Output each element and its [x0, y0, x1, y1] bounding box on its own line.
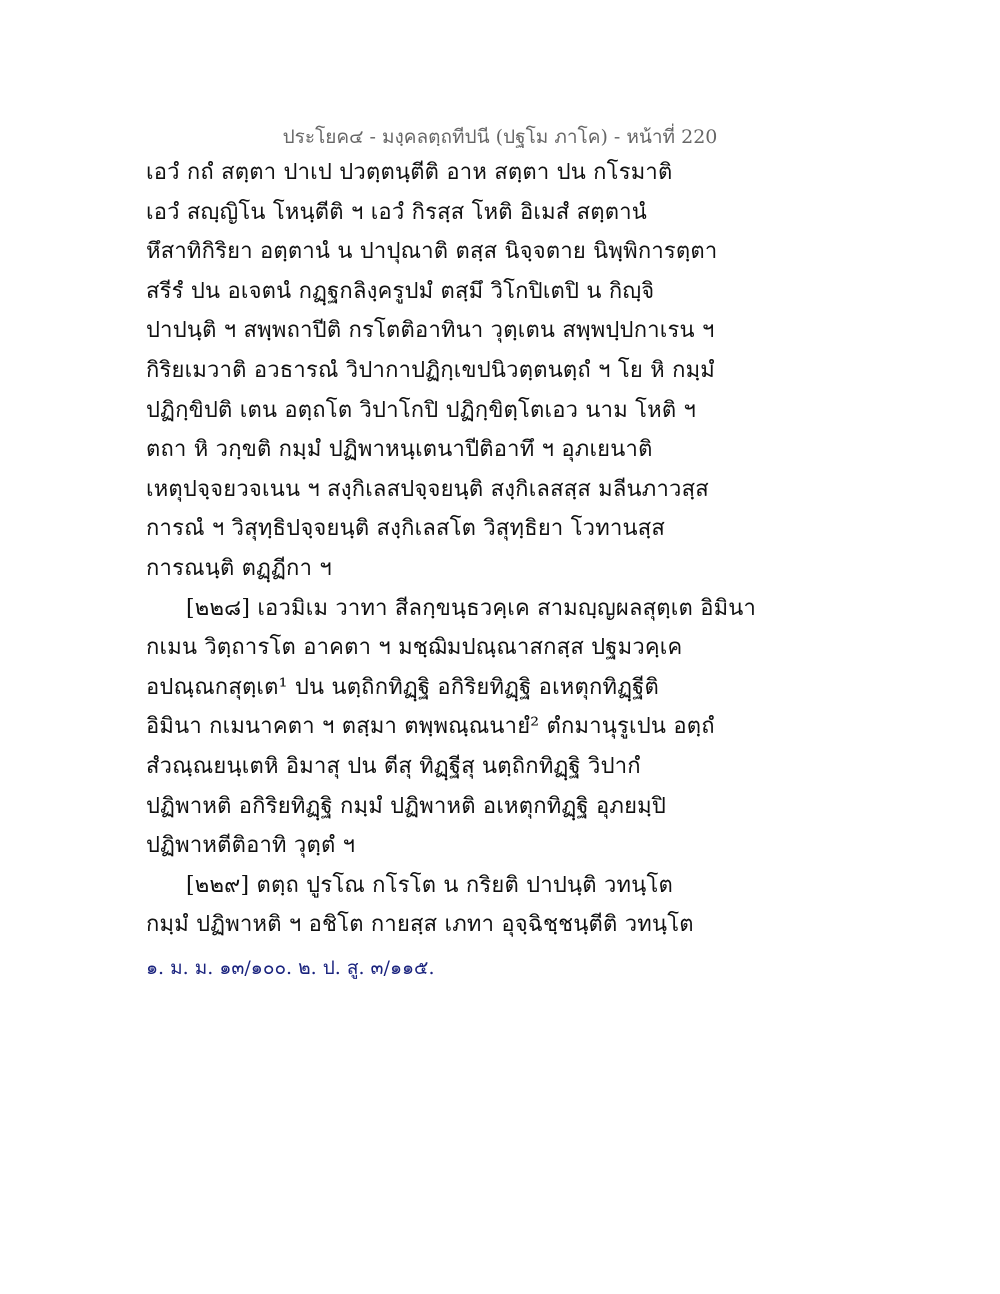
text-line: หึสาทิกิริยา อตฺตานํ น ปาปุณาติ ตสฺส นิจฺจตาย นิพฺพิการตฺตา	[146, 239, 718, 265]
text-line: การณนฺติ ตฏฺฏีกา ฯ	[146, 555, 332, 581]
text-line: สํวณฺณยนฺเตหิ อิมาสุ ปน ตีสุ ทิฏฺฐีสุ นตฺถิกทิฏฺฐิ วิปากํ	[146, 753, 641, 779]
text-line: เอวํ สญฺญิโน โหนฺตีติ ฯ เอวํ กิรสฺส โหติ อิเมสํ สตฺตานํ	[146, 199, 648, 225]
text-line: กิริยเมวาติ อวธารณํ วิปากาปฏิกฺเขปนิวตฺตนตฺถํ ฯ โย หิ กมฺมํ	[146, 357, 716, 383]
paragraph-228-start: [๒๒๘] เอวมิเม วาทา สีลกฺขนฺธวคฺเค สามญฺญผลสุตฺเต อิมินา	[186, 595, 757, 621]
body-text	[146, 153, 757, 945]
page-header-text: ประโยค๔ - มงฺคลตฺถทีปนี (ปฐโม ภาโค) - หน้าที่ 220	[282, 126, 718, 148]
text-line: อิมินา กเมนาคตา ฯ ตสฺมา ตพฺพณฺณนายํ² ตํกมานุรูเปน อตฺถํ	[146, 714, 715, 740]
text-line: อปณฺณกสุตฺเต¹ ปน นตฺถิกทิฏฺฐิ อกิริยทิฏฺฐิ อเหตุกทิฏฺฐีติ	[146, 674, 660, 700]
text-line: สรีรํ ปน อเจตนํ กฏฺฐกลิงฺครูปมํ ตสฺมึ วิโกปิเตปิ น กิญฺจิ	[146, 278, 655, 304]
text-line: ปฏิกฺขิปติ เตน อตฺถโต วิปาโกปิ ปฏิกฺขิตฺโตเอว นาม โหติ ฯ	[146, 397, 697, 423]
text-line: ตถา หิ วกฺขติ กมฺมํ ปฏิพาหนฺเตนาปีติอาทึ ฯ อุภเยนาติ	[146, 437, 653, 463]
footnotes: ๑. ม. ม. ๑๓/๑๐๐. ๒. ป. สู. ๓/๑๑๕.	[146, 957, 435, 979]
text-line: เอวํ กถํ สตฺตา ปาเป ปวตฺตนฺตีติ อาห สตฺตา ปน กโรมาติ	[146, 160, 673, 185]
text-line: ปาปนฺติ ฯ สพฺพถาปีติ กรโตติอาทินา วุตฺเตน สพฺพปฺปกาเรน ฯ	[146, 318, 715, 344]
text-line: ปฏิพาหติ อกิริยทิฏฺฐิ กมฺมํ ปฏิพาหติ อเหตุกทิฏฺฐิ อุภยมฺปิ	[146, 793, 667, 819]
text-line: กเมน วิตฺถารโต อาคตา ฯ มชฺฌิมปณฺณาสกสฺส ปฐมวคฺเค	[146, 635, 683, 661]
text-line: ปฏิพาหตีติอาทิ วุตฺตํ ฯ	[146, 833, 356, 859]
text-line: เหตุปจฺจยวจเนน ฯ สงฺกิเลสปจฺจยนฺติ สงฺกิเลสสฺส มลีนภาวสฺส	[146, 476, 709, 502]
text-line: การณํ ฯ วิสุทฺธิปจฺจยนฺติ สงฺกิเลสโต วิสุทฺธิยา โวทานสฺส	[146, 516, 665, 542]
text-line: กมฺมํ ปฏิพาหติ ฯ อชิโต กายสฺส เภทา อุจฺฉิชฺชนฺตีติ วทนฺโต	[146, 912, 694, 938]
paragraph-229-start: [๒๒๙] ตตฺถ ปูรโณ กโรโต น กริยติ ปาปนฺติ วทนฺโต	[186, 872, 673, 898]
page-header	[0, 122, 1000, 152]
